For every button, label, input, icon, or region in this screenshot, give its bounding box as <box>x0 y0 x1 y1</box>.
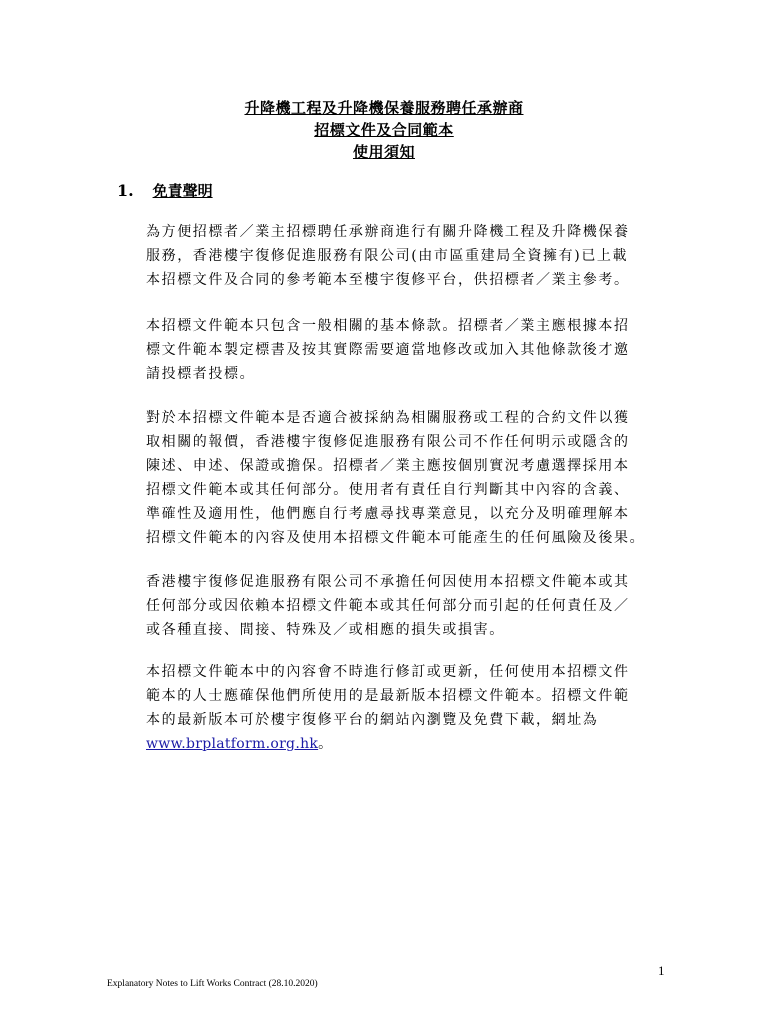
section-heading <box>117 180 213 202</box>
paragraph-1 <box>146 220 686 292</box>
paragraph-5 <box>146 660 686 756</box>
paragraph-line: 取相關的報價，香港樓宇復修促進服務有限公司不作任何明示或隱含的 <box>146 434 630 450</box>
paragraph-line: 或各種直接、間接、特殊及／或相應的損失或損害。 <box>146 622 505 638</box>
paragraph-line: 本招標文件範本只包含一般相關的基本條款。招標者／業主應根據本招 <box>146 318 630 334</box>
footer-note: Explanatory Notes to Lift Works Contract (28.10.2020) <box>107 979 318 989</box>
page-number: 1 <box>658 963 665 978</box>
paragraph-line: 招標文件範本或其任何部分。使用者有責任自行判斷其中內容的含義、 <box>146 482 630 498</box>
paragraph-line: 招標文件範本的內容及使用本招標文件範本可能產生的任何風險及後果。 <box>146 530 646 546</box>
paragraph-line: 任何部分或因依賴本招標文件範本或其任何部分而引起的任何責任及／ <box>146 598 630 614</box>
paragraph-line: 請投標者投標。 <box>146 366 256 382</box>
paragraph-link-line <box>146 732 686 756</box>
section-title: 免責聲明 <box>152 182 213 200</box>
paragraph-line: 本招標文件及合同的參考範本至樓宇復修平台，供招標者／業主參考。 <box>146 272 630 288</box>
paragraph-line: 對於本招標文件範本是否適合被採納為相關服務或工程的合約文件以獲 <box>146 410 630 426</box>
title-line-1: 升降機工程及升降機保養服務聘任承辦商 <box>244 99 524 117</box>
brplatform-link[interactable]: www.brplatform.org.hk <box>146 736 319 752</box>
paragraph-line: 標文件範本製定標書及按其實際需要適當地修改或加入其他條款後才邀 <box>146 342 630 358</box>
section-number: 1. <box>117 181 134 200</box>
title-line-2: 招標文件及合同範本 <box>314 121 454 139</box>
paragraph-line: 準確性及適用性，他們應自行考慮尋找專業意見，以充分及明確理解本 <box>146 506 630 522</box>
paragraph-line: 為方便招標者／業主招標聘任承辦商進行有關升降機工程及升降機保養 <box>146 224 630 240</box>
link-suffix: 。 <box>318 736 334 752</box>
paragraph-line: 陳述、申述、保證或擔保。招標者／業主應按個別實況考慮選擇採用本 <box>146 458 630 474</box>
paragraph-3 <box>146 406 686 550</box>
paragraph-line: 香港樓宇復修促進服務有限公司不承擔任何因使用本招標文件範本或其 <box>146 574 630 590</box>
paragraph-line: 本招標文件範本中的內容會不時進行修訂或更新，任何使用本招標文件 <box>146 664 630 680</box>
document-title <box>0 97 768 163</box>
paragraph-line: 範本的人士應確保他們所使用的是最新版本招標文件範本。招標文件範 <box>146 688 630 704</box>
paragraph-line: 服務，香港樓宇復修促進服務有限公司(由市區重建局全資擁有)已上載 <box>146 248 629 264</box>
paragraph-4 <box>146 570 686 642</box>
title-line-3: 使用須知 <box>352 143 415 161</box>
paragraph-line: 本的最新版本可於樓宇復修平台的網站內瀏覽及免費下載，網址為 <box>146 712 599 728</box>
paragraph-2 <box>146 314 686 386</box>
